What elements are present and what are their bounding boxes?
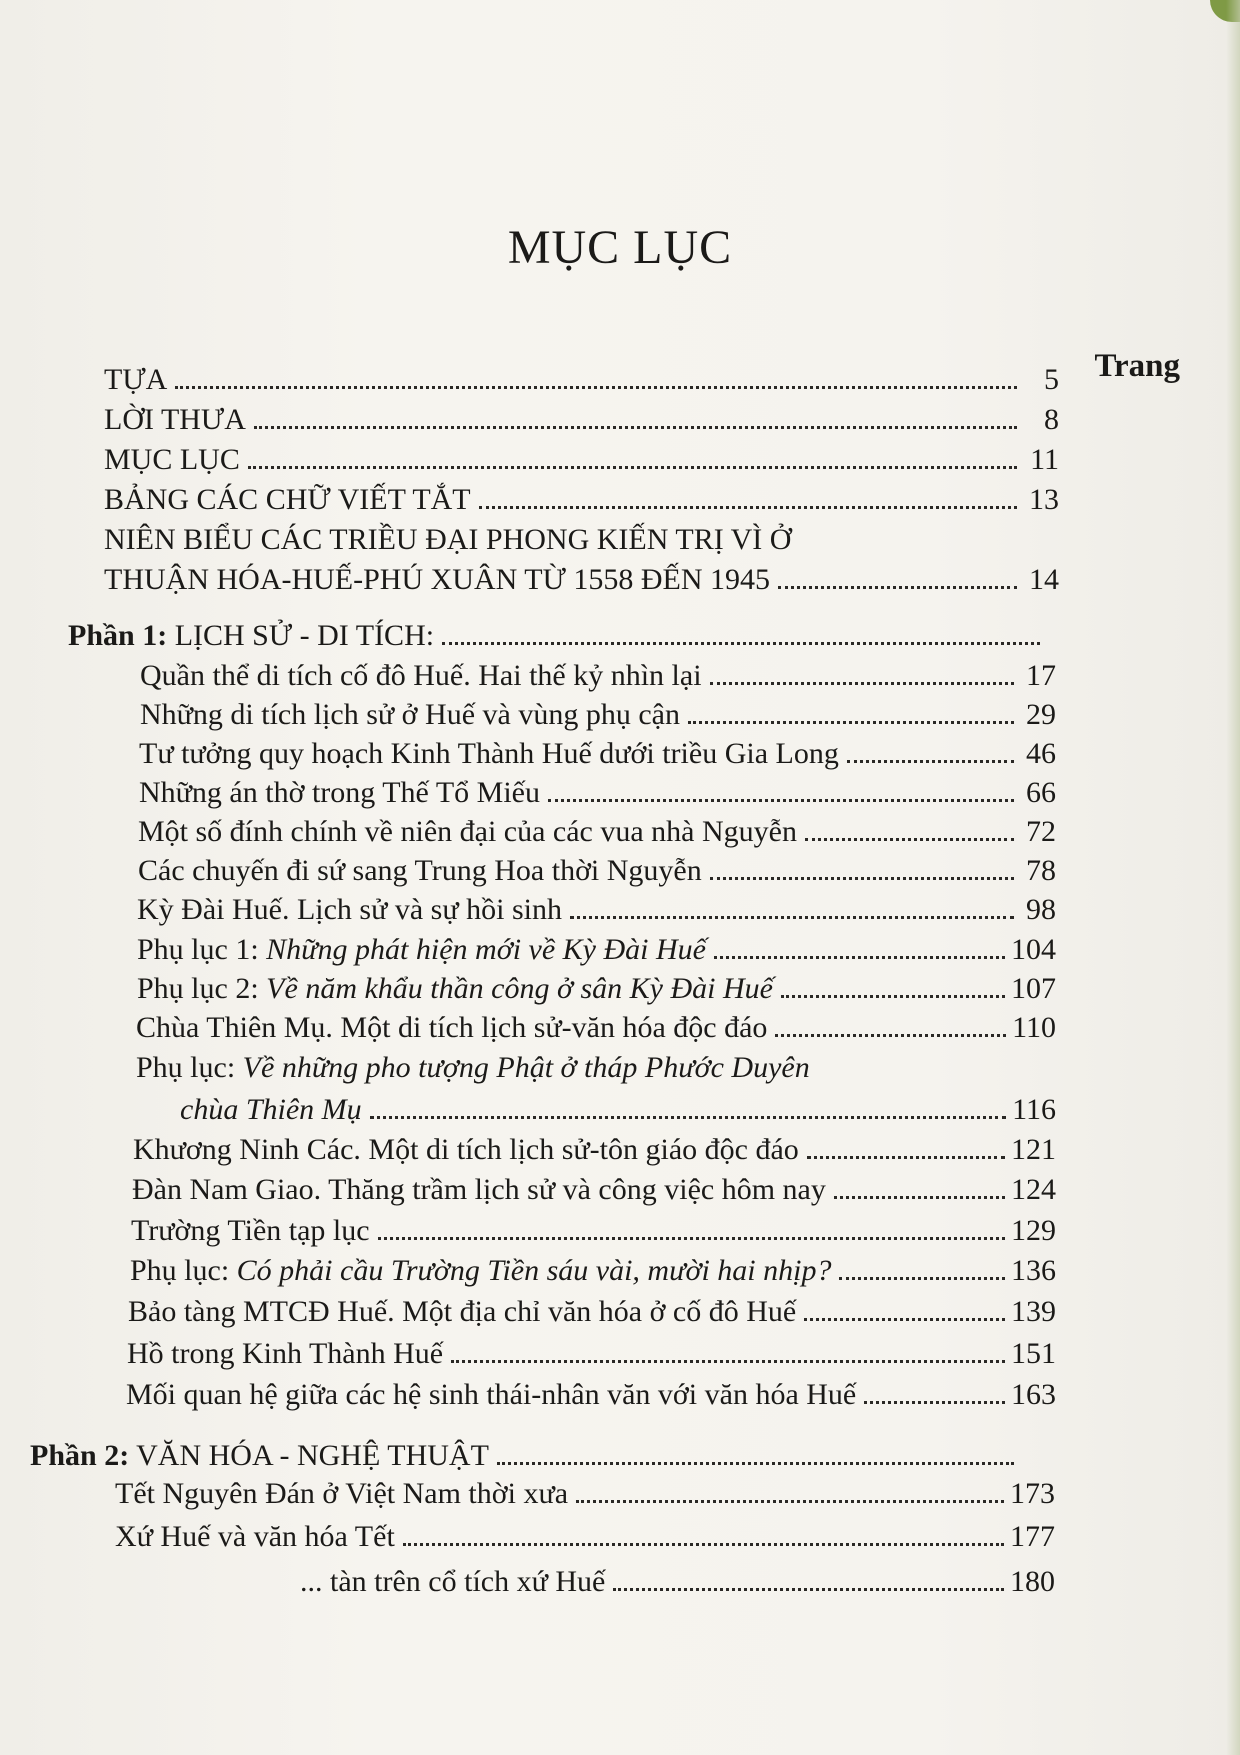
toc-entry[interactable]: [127, 1332, 1056, 1372]
toc-entry[interactable]: [131, 1209, 1056, 1249]
toc-entry[interactable]: [136, 1046, 1056, 1086]
dot-leader: [497, 1462, 1014, 1465]
toc-entry-page: 78: [1026, 854, 1056, 887]
toc-entry-page: 72: [1026, 815, 1056, 848]
toc-entry-title: Khương Ninh Các. Một di tích lịch sử-tôn giáo độc đáo: [133, 1133, 799, 1166]
toc-entry-page: 98: [1026, 893, 1056, 926]
dot-leader: [805, 838, 1014, 841]
dot-leader: [175, 386, 1017, 389]
toc-entry-title: Đàn Nam Giao. Thăng trầm lịch sử và công việc hôm nay: [132, 1173, 826, 1206]
toc-entry[interactable]: [137, 888, 1056, 928]
dot-leader: [248, 466, 1017, 469]
toc-entry-page: 66: [1026, 776, 1056, 809]
dot-leader: [781, 995, 1005, 998]
dot-leader: [834, 1196, 1005, 1199]
toc-entry-page: 139: [1011, 1295, 1056, 1328]
toc-entry[interactable]: [138, 810, 1056, 850]
dot-leader: [254, 426, 1017, 429]
toc-entry[interactable]: [130, 1249, 1056, 1289]
toc-entry-page: 13: [1029, 483, 1059, 516]
dot-leader: [570, 916, 1014, 919]
toc-entry-page: 104: [1011, 933, 1056, 966]
appendix-title: Có phải cầu Trường Tiền sáu vài, mười hai nhịp?: [236, 1254, 832, 1287]
toc-entry[interactable]: [115, 1515, 1055, 1555]
toc-entry-page: 151: [1011, 1337, 1056, 1370]
dot-leader: [451, 1360, 1005, 1363]
dot-leader: [847, 760, 1014, 763]
toc-entry-title: Tết Nguyên Đán ở Việt Nam thời xưa: [115, 1477, 569, 1510]
toc-entry[interactable]: [139, 732, 1056, 772]
toc-entry-title: [137, 971, 773, 1007]
toc-entry[interactable]: [137, 967, 1056, 1007]
toc-entry-page: 180: [1010, 1565, 1055, 1598]
toc-entry-page: 124: [1011, 1173, 1056, 1206]
toc-entry-title: Chùa Thiên Mụ. Một di tích lịch sử-văn hóa độc đáo: [136, 1011, 768, 1044]
toc-entry[interactable]: [126, 1373, 1056, 1413]
toc-entry[interactable]: [128, 1290, 1056, 1330]
toc-part-heading[interactable]: [68, 614, 1046, 654]
toc-entry-title: [130, 1253, 831, 1289]
dot-leader: [479, 506, 1017, 509]
toc-part-label: Phần 2:: [30, 1439, 130, 1472]
dot-leader: [775, 1034, 1006, 1037]
appendix-label: Phụ lục:: [136, 1051, 243, 1084]
dot-leader: [403, 1543, 1004, 1546]
appendix-title: Về năm khẩu thần công ở sân Kỳ Đài Huế: [266, 972, 773, 1005]
toc-entry-page: 116: [1012, 1093, 1056, 1126]
toc-entry-title: Tư tưởng quy hoạch Kinh Thành Huế dưới triều Gia Long: [139, 737, 839, 770]
toc-entry[interactable]: [104, 438, 1059, 478]
toc-entry-page: 107: [1011, 972, 1056, 1005]
toc-entry-page: 46: [1026, 737, 1056, 770]
toc-entry-title: Bảo tàng MTCĐ Huế. Một địa chỉ văn hóa ở cố đô Huế: [128, 1295, 797, 1328]
dot-leader: [688, 721, 1014, 724]
toc-entry[interactable]: [137, 928, 1056, 968]
appendix-label: Phụ lục:: [130, 1254, 237, 1287]
toc-entry-title: TỰA: [104, 363, 168, 396]
toc-entry-page: 177: [1010, 1520, 1055, 1553]
toc-entry-title: [180, 1092, 362, 1128]
dot-leader: [864, 1401, 1005, 1404]
toc-part-name: VĂN HÓA - NGHỆ THUẬT: [129, 1439, 489, 1472]
toc-entry-title: Mối quan hệ giữa các hệ sinh thái-nhân văn với văn hóa Huế: [126, 1378, 857, 1411]
toc-entry-page: 8: [1044, 403, 1059, 436]
appendix-title: Những phát hiện mới về Kỳ Đài Huế: [266, 933, 706, 966]
toc-entry[interactable]: [104, 518, 1059, 558]
toc-entry[interactable]: [115, 1472, 1055, 1512]
toc-entry-title: Xứ Huế và văn hóa Tết: [115, 1520, 395, 1553]
toc-part-title: [68, 618, 434, 654]
toc-entry-page: 163: [1011, 1378, 1056, 1411]
toc-entry-title: Những di tích lịch sử ở Huế và vùng phụ cận: [140, 698, 680, 731]
toc-entry-title: Kỳ Đài Huế. Lịch sử và sự hồi sinh: [137, 893, 562, 926]
toc-entry[interactable]: [132, 1168, 1056, 1208]
toc-entry[interactable]: [104, 478, 1059, 518]
toc-entry-title: Những án thờ trong Thế Tổ Miếu: [139, 776, 540, 809]
toc-entry-title: THUẬN HÓA-HUẾ-PHÚ XUÂN TỪ 1558 ĐẾN 1945: [104, 563, 771, 596]
toc-entry[interactable]: [104, 558, 1059, 598]
dot-leader: [710, 682, 1014, 685]
toc-part-title: [30, 1438, 489, 1474]
toc-entry-page: 14: [1029, 563, 1059, 596]
toc-entry-page: 173: [1010, 1477, 1055, 1510]
dot-leader: [613, 1588, 1004, 1591]
toc-entry-title: Một số đính chính về niên đại của các vua nhà Nguyễn: [138, 815, 797, 848]
toc-entry-page: 121: [1011, 1133, 1056, 1166]
toc-entry-page: 110: [1012, 1011, 1056, 1044]
toc-entry[interactable]: [133, 1128, 1056, 1168]
dot-leader: [804, 1318, 1005, 1321]
toc-entry-title: Quần thể di tích cố đô Huế. Hai thế kỷ nhìn lại: [140, 659, 702, 692]
toc-entry[interactable]: [136, 1006, 1056, 1046]
toc-entry-title: Trường Tiền tạp lục: [131, 1214, 370, 1247]
toc-part-name: LỊCH SỬ - DI TÍCH:: [167, 619, 435, 652]
toc-part-heading[interactable]: [30, 1434, 1020, 1474]
toc-entry[interactable]: [140, 693, 1056, 733]
toc-entry-title: Các chuyến đi sứ sang Trung Hoa thời Nguyễn: [138, 854, 702, 887]
dot-leader: [548, 799, 1014, 802]
toc-entry-page: 29: [1026, 698, 1056, 731]
toc-entry[interactable]: [138, 849, 1056, 889]
toc-entry[interactable]: [180, 1088, 1056, 1128]
appendix-label: Phụ lục 2:: [137, 972, 267, 1005]
toc-entry[interactable]: [139, 771, 1056, 811]
dot-leader: [807, 1156, 1005, 1159]
toc-entry-page: 136: [1011, 1254, 1056, 1287]
toc-entry-title: BẢNG CÁC CHỮ VIẾT TẮT: [104, 483, 471, 516]
toc-entry[interactable]: [104, 398, 1059, 438]
toc-entry-page: 17: [1026, 659, 1056, 692]
toc-entry-title: LỜI THƯA: [104, 403, 246, 436]
dot-leader: [839, 1277, 1005, 1280]
dot-leader: [714, 956, 1005, 959]
toc-entry-title: Hồ trong Kinh Thành Huế: [127, 1337, 444, 1370]
toc-entry[interactable]: [300, 1560, 1055, 1600]
page-title: MỤC LỤC: [507, 221, 733, 274]
appendix-label: Phụ lục 1:: [137, 933, 267, 966]
dot-leader: [710, 877, 1014, 880]
toc-entry[interactable]: [104, 358, 1059, 398]
toc-entry[interactable]: [140, 654, 1056, 694]
dot-leader: [442, 642, 1040, 645]
toc-entry-title: [136, 1050, 810, 1086]
toc-entry-title: NIÊN BIỂU CÁC TRIỀU ĐẠI PHONG KIẾN TRỊ VÌ Ở: [104, 523, 792, 556]
toc-entry-page: 5: [1044, 363, 1059, 396]
toc-entry-title: [137, 932, 706, 968]
dot-leader: [576, 1500, 1004, 1503]
appendix-title-continued: chùa Thiên Mụ: [180, 1093, 362, 1126]
appendix-title: Về những pho tượng Phật ở tháp Phước Duyên: [242, 1051, 810, 1084]
toc-entry-title: MỤC LỤC: [104, 443, 240, 476]
toc-part-label: Phần 1:: [68, 619, 168, 652]
toc-entry-title: ... tàn trên cổ tích xứ Huế: [300, 1565, 606, 1598]
toc-entry-page: 129: [1011, 1214, 1056, 1247]
dot-leader: [778, 586, 1017, 589]
dot-leader: [378, 1237, 1005, 1240]
page-column-heading: Trang: [1094, 348, 1180, 384]
toc-entry-page: 11: [1030, 443, 1059, 476]
dot-leader: [370, 1116, 1006, 1119]
